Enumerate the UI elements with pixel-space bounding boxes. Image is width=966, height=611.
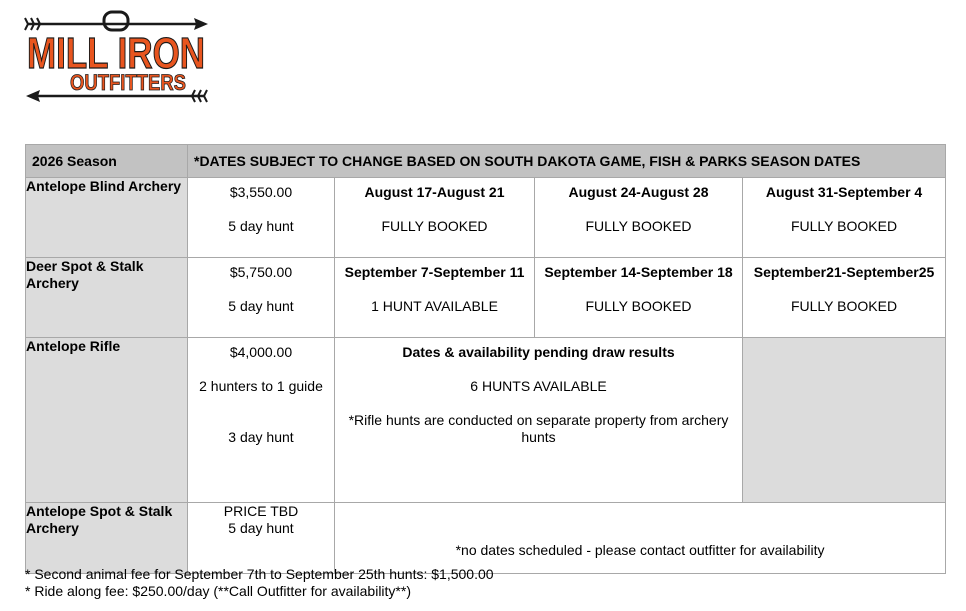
rifle-property-note: *Rifle hunts are conducted on separate property from archery hunts (348, 412, 729, 445)
slot-status: 1 HUNT AVAILABLE (371, 298, 498, 314)
slot-dates: September 7-September 11 (344, 264, 525, 280)
hunt-price-cell (188, 178, 335, 258)
guide-ratio: 2 hunters to 1 guide (199, 378, 323, 394)
slot-status: FULLY BOOKED (790, 298, 898, 314)
hunt-price: PRICE TBD (223, 503, 299, 519)
slot-status: FULLY BOOKED (790, 218, 898, 234)
season-label: 2026 Season (26, 145, 188, 178)
hunt-price: $4,000.00 (229, 344, 293, 360)
hunt-price-cell (188, 338, 335, 503)
slot-dates: August 24-August 28 (568, 184, 709, 200)
slot-dates: August 31-September 4 (765, 184, 923, 200)
date-slot (743, 178, 946, 258)
hunt-price-cell (188, 258, 335, 338)
availability-note: *no dates scheduled - please contact outfitter for availability (335, 503, 946, 574)
hunt-name: Antelope Blind Archery (26, 178, 188, 258)
hunt-price-cell (188, 503, 335, 574)
mill-iron-logo (24, 10, 208, 106)
table-row (26, 258, 946, 338)
hunt-price: $3,550.00 (229, 184, 293, 200)
footnotes (25, 566, 494, 600)
date-slot (335, 178, 535, 258)
slot-dates: September 14-September 18 (544, 264, 733, 280)
slot-dates: September21-September25 (753, 264, 935, 280)
table-row (26, 178, 946, 258)
date-slot (535, 258, 743, 338)
dates-disclaimer: *DATES SUBJECT TO CHANGE BASED ON SOUTH DAKOTA GAME, FISH & PARKS SEASON DATES (188, 145, 946, 178)
hunt-length: 3 day hunt (228, 429, 294, 445)
slot-dates: Dates & availability pending draw results (402, 344, 675, 360)
hunt-name: Antelope Rifle (26, 338, 188, 503)
date-slot (335, 258, 535, 338)
slot-status: FULLY BOOKED (381, 218, 488, 234)
table-row (26, 503, 946, 574)
slot-dates: August 17-August 21 (364, 184, 505, 200)
rifle-details-cell (335, 338, 743, 503)
table-header-row (26, 145, 946, 178)
hunt-price: $5,750.00 (229, 264, 293, 280)
logo-line1: MILL IRON (27, 29, 205, 78)
hunt-length: 5 day hunt (228, 218, 294, 234)
hunt-schedule-table (25, 144, 946, 574)
date-slot (743, 258, 946, 338)
hunt-name: Antelope Spot & Stalk Archery (26, 503, 188, 574)
date-slot (535, 178, 743, 258)
hunt-name: Deer Spot & Stalk Archery (26, 258, 188, 338)
slot-status: 6 HUNTS AVAILABLE (470, 378, 607, 394)
slot-status: FULLY BOOKED (585, 218, 692, 234)
footnote: * Ride along fee: $250.00/day (**Call Outfitter for availability**) (25, 583, 411, 599)
logo-line2: OUTFITTERS (70, 70, 186, 95)
empty-cell (743, 338, 946, 503)
hunt-length: 5 day hunt (228, 298, 294, 314)
slot-status: FULLY BOOKED (585, 298, 692, 314)
table-row (26, 338, 946, 503)
footnote: * Second animal fee for September 7th to September 25th hunts: $1,500.00 (25, 566, 494, 582)
hunt-length: 5 day hunt (228, 520, 294, 536)
